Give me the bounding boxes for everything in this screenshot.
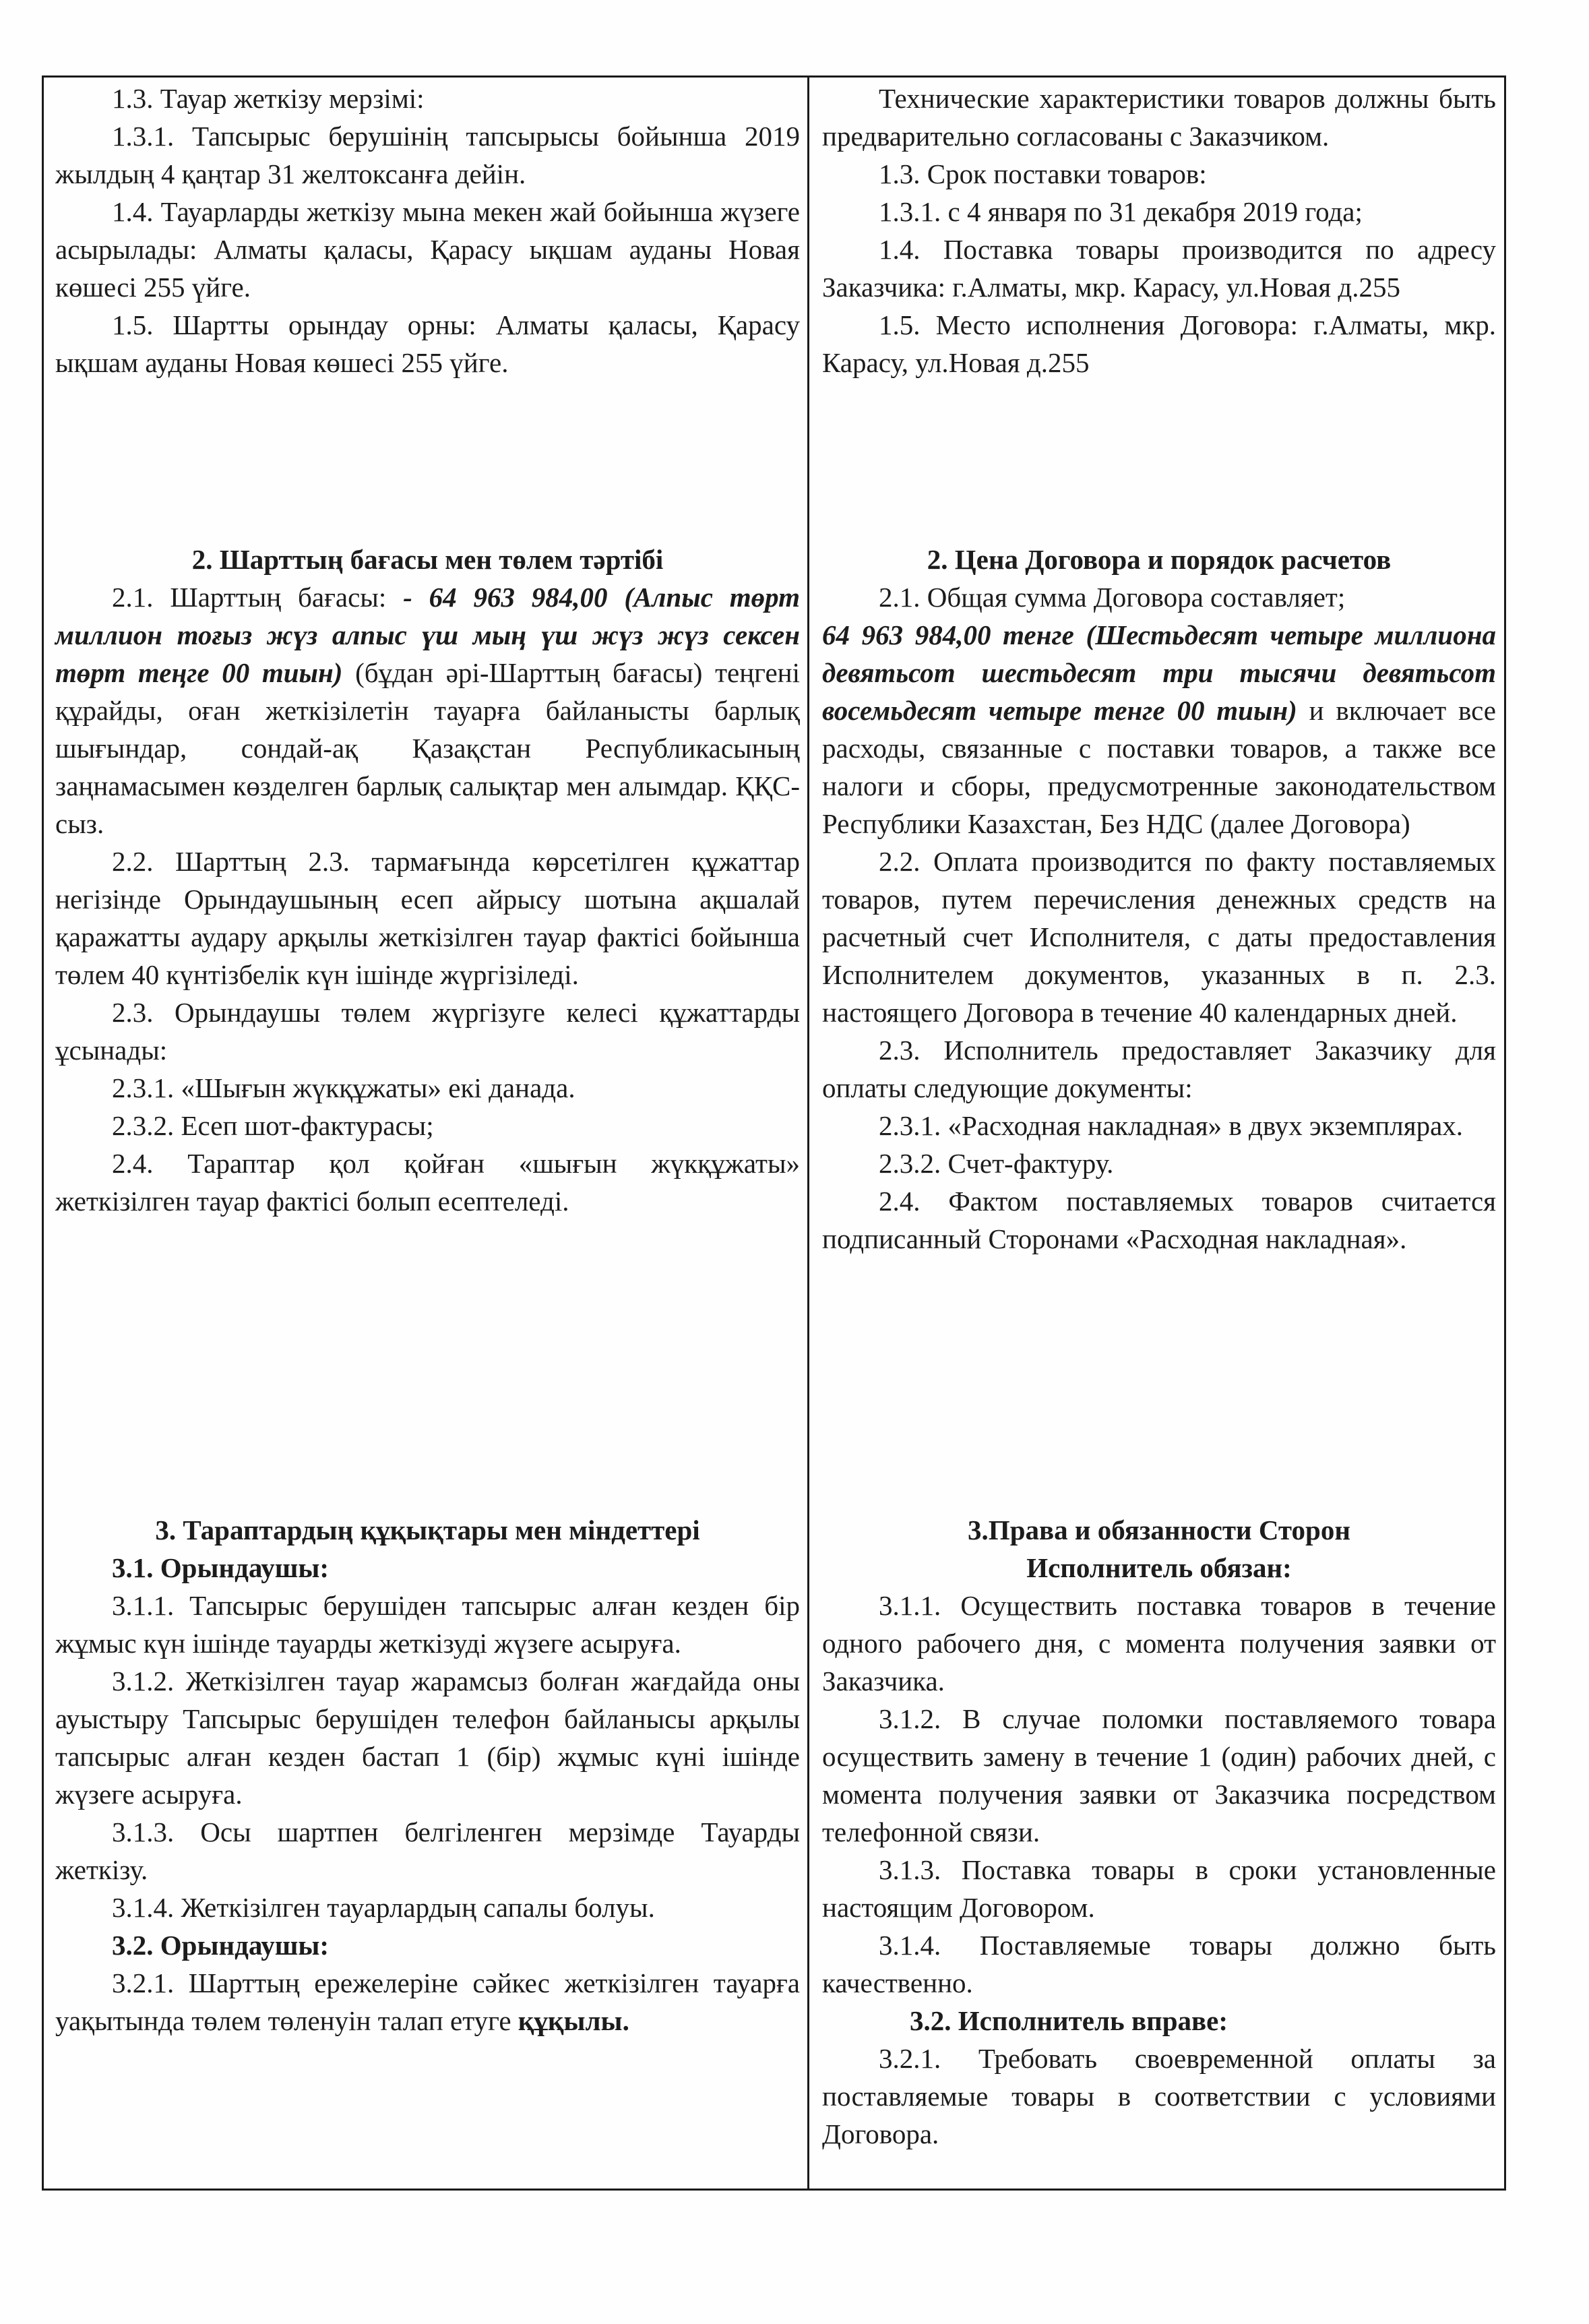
kz-contract-price: - 64 963 984,00 (Алпыс төрт миллион тоғыз жүз алпыс үш мың үш жүз жүз сексен төрт теңге 00 тиын)	[55, 582, 800, 688]
kz-clause-2-3-1: 2.3.1. «Шығын жүкқұжаты» екі данада.	[112, 1072, 575, 1103]
kz-clause-3-1-4: 3.1.4. Жеткізілген тауарлардың сапалы болуы.	[112, 1892, 655, 1923]
ru-contract-price: 64 963 984,00 тенге (Шестьдесят четыре миллиона девятьсот шестьдесят три тысячи девятьсот восемьдесят четыре тенге 00 тиын)	[822, 619, 1496, 726]
ru-clause-2-3-1: 2.3.1. «Расходная накладная» в двух экземплярах.	[879, 1110, 1464, 1141]
ru-clause-3-2-1: 3.2.1. Требовать своевременной оплаты за поставляемые товары в соответствии с условиями Договора.	[822, 2043, 1496, 2149]
ru-clause-2-2: 2.2. Оплата производится по факту поставляемых товаров, путем перечисления денежных средств на расчетный счет Исполнителя, с даты предоставления Исполнителем документов, указанных в п. 2.3. настоящего Договора в течение 40 календарных дней.	[822, 846, 1496, 1028]
ru-clause-1-3: 1.3. Срок поставки товаров:	[879, 158, 1207, 189]
ru-subsection-3-1: Исполнитель обязан:	[1026, 1552, 1292, 1583]
kz-clause-2-4: 2.4. Тараптар қол қойған «шығын жүкқұжаты» жеткізілген тауар фактісі болып есептеледі.	[55, 1148, 800, 1217]
kz-section-3	[55, 1511, 800, 2040]
ru-subsection-3-2: 3.2. Исполнитель вправе:	[910, 2005, 1228, 2036]
kz-clause-3-2-1-text: 3.2.1. Шарттың ережелеріне сәйкес жеткізілген тауарға уақытында төлем төленуін талап етуге	[55, 1967, 800, 2036]
kz-clause-2-1	[55, 578, 800, 843]
kz-clause-3-1-1: 3.1.1. Тапсырыс берушіден тапсырыс алған кезден бір жұмыс күн ішінде тауарды жеткізуді жүзеге асыруға.	[55, 1590, 800, 1659]
ru-section-1	[822, 80, 1496, 381]
kz-clause-2-3-2: 2.3.2. Есеп шот-фактурасы;	[112, 1110, 434, 1141]
kz-section-2	[55, 541, 800, 1220]
kz-clause-3-2-1	[55, 1964, 800, 2040]
ru-clause-2-1	[822, 578, 1496, 616]
ru-section-3	[822, 1511, 1496, 2153]
ru-clause-3-1-3: 3.1.3. Поставка товары в сроки установленные настоящим Договором.	[822, 1854, 1496, 1923]
kz-clause-1-3-1: 1.3.1. Тапсырыс берушінің тапсырысы бойынша 2019 жылдың 4 қаңтар 31 желтоксанға дейін.	[55, 121, 800, 189]
kz-clause-3-2-1-end: құқылы.	[518, 2005, 629, 2036]
ru-section-2	[822, 541, 1496, 1258]
ru-section-2-title: 2. Цена Договора и порядок расчетов	[927, 544, 1392, 575]
ru-clause-3-1-1: 3.1.1. Осуществить поставка товаров в течение одного рабочего дня, с момента получения заявки от Заказчика.	[822, 1590, 1496, 1696]
ru-clause-3-1-4: 3.1.4. Поставляемые товары должно быть качественно.	[822, 1930, 1496, 1998]
kz-clause-2-1-lead: 2.1. Шарттың бағасы:	[112, 582, 404, 613]
kz-clause-1-3: 1.3. Тауар жеткізу мерзімі:	[112, 83, 425, 114]
ru-tech-spec-note: Технические характеристики товаров должны быть предварительно согласованы с Заказчиком.	[822, 83, 1496, 152]
column-divider	[807, 75, 809, 2191]
kz-subsection-3-1: 3.1. Орындаушы:	[112, 1552, 330, 1583]
ru-clause-1-4: 1.4. Поставка товары производится по адресу Заказчика: г.Алматы, мкр. Карасу, ул.Новая д.255	[822, 234, 1496, 303]
kz-section-2-title: 2. Шарттың бағасы мен төлем тәртібі	[191, 544, 664, 575]
kz-clause-2-2: 2.2. Шарттың 2.3. тармағында көрсетілген құжаттар негізінде Орындаушының есеп айрысу шотына ақшалай қаражатты аудару арқылы жеткізілген тауар фактісі бойынша төлем 40 күнтізбелік күн ішінде жүргізіледі.	[55, 846, 800, 990]
kz-clause-2-1-tail: (бұдан әрі-Шарттың бағасы) теңгені құрайды, оған жеткізілетін тауарға байланысты барлық шығындар, сондай-ақ Қазақстан Республикасының заңнамасымен көзделген барлық салықтар мен алымдар. ҚҚС-сыз.	[55, 657, 800, 839]
kz-clause-3-1-2: 3.1.2. Жеткізілген тауар жарамсыз болған жағдайда оны ауыстыру Тапсырыс берушіден телефон байланысы арқылы тапсырыс алған кезден бастап 1 (бір) жұмыс күні ішінде жүзеге асыруға.	[55, 1665, 800, 1810]
kz-section-3-title: 3. Тараптардың құқықтары мен міндеттері	[155, 1515, 700, 1546]
ru-clause-3-1-2: 3.1.2. В случае поломки поставляемого товара осуществить замену в течение 1 (один) рабочих дней, с момента получения заявки от Заказчика посредством телефонной связи.	[822, 1703, 1496, 1847]
ru-clause-1-5: 1.5. Место исполнения Договора: г.Алматы, мкр. Карасу, ул.Новая д.255	[822, 309, 1496, 378]
ru-clause-2-3-2: 2.3.2. Счет-фактуру.	[879, 1148, 1114, 1179]
ru-clause-2-4: 2.4. Фактом поставляемых товаров считается подписанный Сторонами «Расходная накладная».	[822, 1186, 1496, 1254]
ru-clause-2-1-tail: и включает все расходы, связанные с поставки товаров, а также все налоги и сборы, предусмотренные законодательством Республики Казахстан, Без НДС (далее Договора)	[822, 695, 1496, 839]
kz-clause-3-1-3: 3.1.3. Осы шартпен белгіленген мерзімде Тауарды жеткізу.	[55, 1816, 800, 1885]
kz-clause-2-3: 2.3. Орындаушы төлем жүргізуге келесі құжаттарды ұсынады:	[55, 997, 800, 1066]
kz-section-1	[55, 80, 800, 381]
ru-clause-1-3-1: 1.3.1. с 4 января по 31 декабря 2019 года;	[879, 196, 1363, 227]
ru-clause-2-3: 2.3. Исполнитель предоставляет Заказчику для оплаты следующие документы:	[822, 1035, 1496, 1103]
ru-clause-2-1-lead: 2.1. Общая сумма Договора составляет;	[879, 582, 1346, 613]
ru-clause-2-1-amount	[822, 616, 1496, 843]
kz-clause-1-5: 1.5. Шартты орындау орны: Алматы қаласы, Қарасу ықшам ауданы Новая көшесі 255 үйге.	[55, 309, 800, 378]
kz-clause-1-4: 1.4. Тауарларды жеткізу мына мекен жай бойынша жүзеге асырылады: Алматы қаласы, Қарасу ықшам ауданы Новая көшесі 255 үйге.	[55, 196, 800, 303]
ru-section-3-title: 3.Права и обязанности Сторон	[968, 1515, 1350, 1546]
kz-subsection-3-2: 3.2. Орындаушы:	[112, 1930, 330, 1961]
